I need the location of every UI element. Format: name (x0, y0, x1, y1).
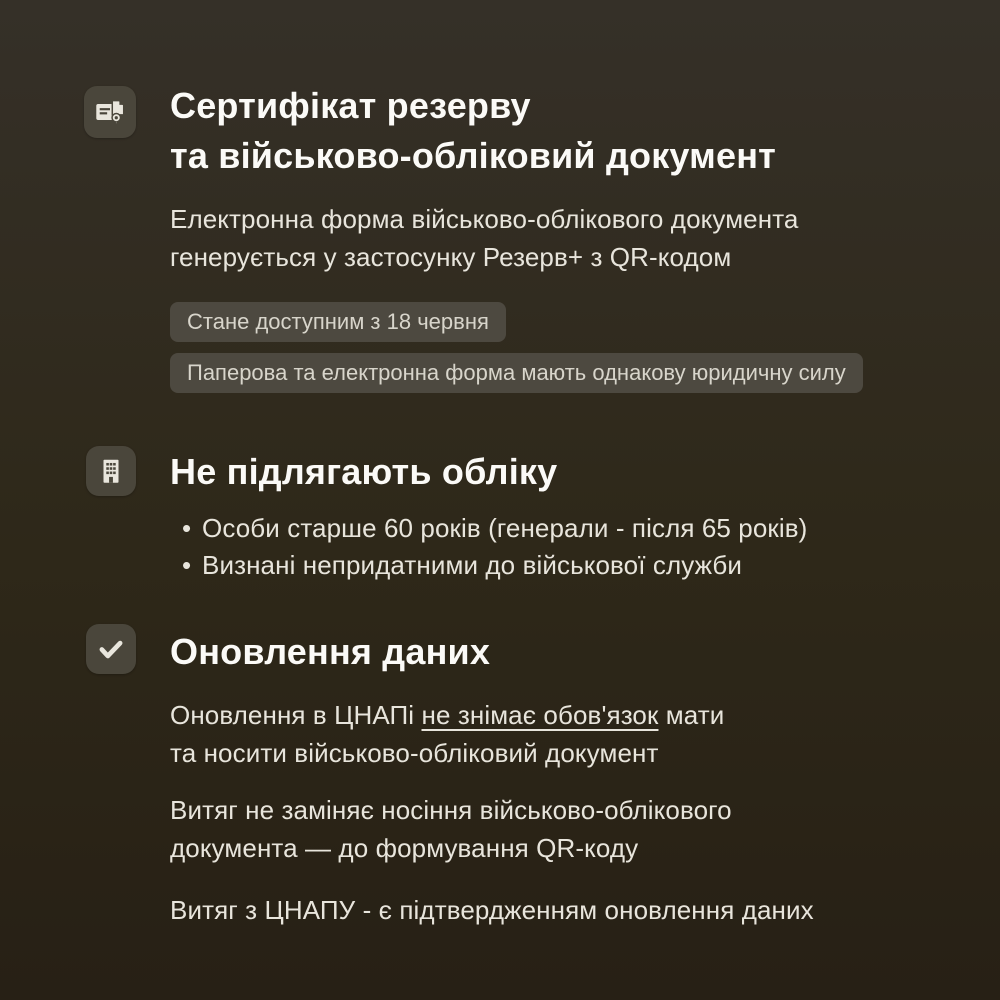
exempt-bullet-1: Особи старше 60 років (генерали - після 65 років) (202, 513, 808, 543)
bullet-marker: • (182, 550, 192, 580)
exempt-section-title: Не підлягають обліку (170, 451, 558, 492)
legal-force-badge: Паперова та електронна форма мають однакову юридичну силу (170, 353, 863, 393)
certificate-description-line1: Електронна форма військово-облікового документа (170, 204, 799, 234)
exempt-bullet-list (170, 510, 807, 584)
certificate-section-title (170, 81, 776, 181)
certificate-title-line2: та військово-обліковий документ (170, 135, 777, 176)
update-paragraph-2-line1: Витяг не заміняє носіння військово-облікового (170, 795, 732, 825)
certificate-title-line1: Сертифікат резерву (170, 85, 531, 126)
update-paragraph-1-line1 (170, 696, 724, 734)
list-item (170, 510, 807, 547)
certificate-description (170, 200, 798, 276)
certificate-description-line2: генерується у застосунку Резерв+ з QR-кодом (170, 242, 732, 272)
availability-date-badge: Стане доступним з 18 червня (170, 302, 506, 342)
p1-underlined-text: не знімає обов'язок (421, 700, 659, 730)
update-paragraph-1 (170, 696, 724, 772)
building-icon (86, 446, 136, 496)
list-item (170, 547, 807, 584)
exempt-bullet-2: Визнані непридатними до військової служби (202, 550, 743, 580)
update-paragraph-1-line2: та носити військово-обліковий документ (170, 738, 659, 768)
update-section-title: Оновлення даних (170, 631, 491, 672)
bullet-marker: • (182, 513, 192, 543)
checkmark-icon (86, 624, 136, 674)
update-paragraph-2 (170, 791, 732, 867)
certificate-icon (84, 86, 136, 138)
p1-prefix: Оновлення в ЦНАПі (170, 700, 422, 730)
update-paragraph-3: Витяг з ЦНАПУ - є підтвердженням оновлення даних (170, 895, 814, 925)
p1-suffix: мати (658, 700, 725, 730)
update-paragraph-2-line2: документа — до формування QR-коду (170, 833, 639, 863)
